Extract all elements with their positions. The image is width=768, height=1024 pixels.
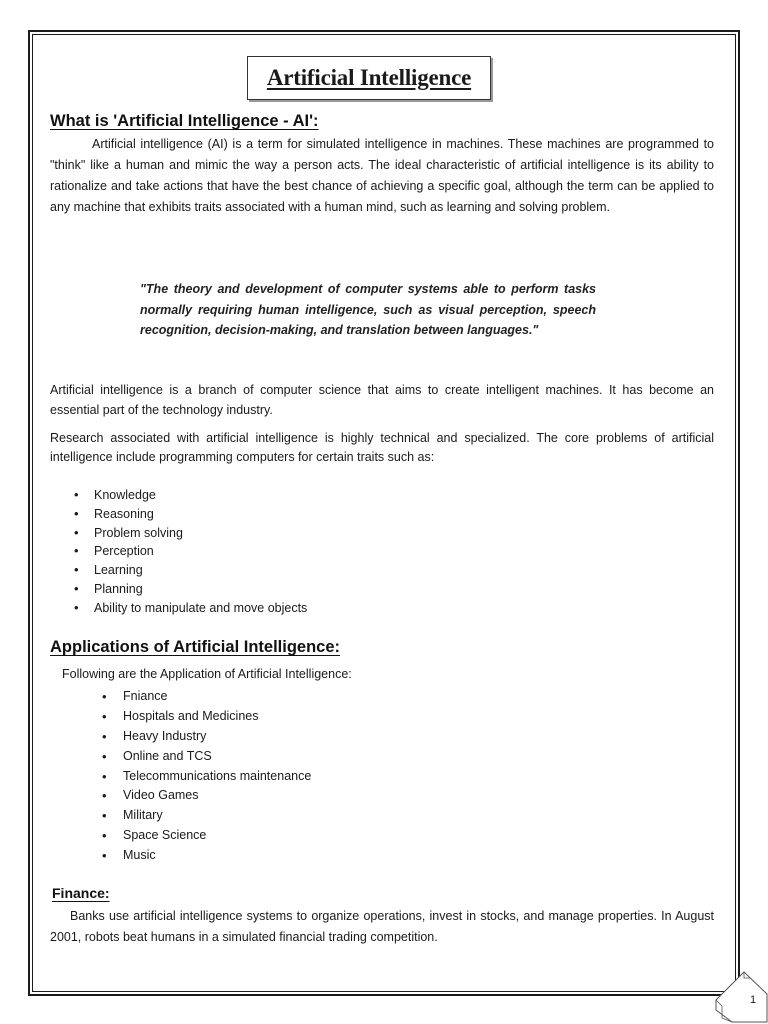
finance-paragraph: Banks use artificial intelligence systems to organize operations, invest in stocks, and manage properties. In August 2001, robots beat humans in a simulated financial trading competition.	[50, 909, 714, 944]
page-number-badge-icon	[712, 970, 768, 1024]
paragraph-branch: Artificial intelligence is a branch of computer science that aims to create intelligent machines. It has become an essential part of the technology industry.	[50, 383, 714, 417]
applications-list	[100, 687, 311, 866]
list-item: • Heavy Industry	[100, 727, 311, 747]
section-heading-applications: Applications of Artificial Intelligence:	[50, 638, 341, 656]
page-number: 1	[750, 994, 757, 1006]
list-item: • Planning	[72, 580, 307, 599]
list-item: • Music	[100, 846, 311, 866]
paragraph-research: Research associated with artificial intelligence is highly technical and specialized. The core problems of artificial intelligence include programming computers for certain traits such as:	[50, 431, 714, 464]
list-item: • Reasoning	[72, 505, 307, 524]
list-item: • Hospitals and Medicines	[100, 707, 311, 727]
document-title: Artificial Intelligence	[266, 65, 472, 90]
section-heading-what-is-ai: What is 'Artificial Intelligence - AI':	[50, 112, 319, 130]
list-item: • Ability to manipulate and move objects	[72, 599, 307, 618]
applications-lead: Following are the Application of Artificial Intelligence:	[62, 667, 352, 681]
list-item: • Fniance	[100, 687, 311, 707]
list-item: • Online and TCS	[100, 747, 311, 767]
list-item: • Problem solving	[72, 524, 307, 543]
list-item: • Knowledge	[72, 486, 307, 505]
intro-paragraph: Artificial intelligence (AI) is a term for simulated intelligence in machines. These machines are programmed to "think" like a human and mimic the way a person acts. The ideal characteristic of artificial intelligence is its ability to rationalize and take actions that have the best chance of achieving a specific goal, although the term can be applied to any machine that exhibits traits associated with a human mind, such as learning and solving problem.	[50, 137, 714, 214]
list-item: • Perception	[72, 542, 307, 561]
traits-list	[72, 486, 307, 618]
title-box	[247, 56, 491, 100]
list-item: • Space Science	[100, 826, 311, 846]
definition-quote: "The theory and development of computer systems able to perform tasks normally requiring human intelligence, such as visual perception, speech recognition, decision-making, and translation between languages."	[140, 282, 596, 337]
list-item: • Telecommunications maintenance	[100, 767, 311, 787]
list-item: • Military	[100, 806, 311, 826]
list-item: • Learning	[72, 561, 307, 580]
section-heading-finance: Finance:	[52, 885, 110, 901]
list-item: • Video Games	[100, 786, 311, 806]
